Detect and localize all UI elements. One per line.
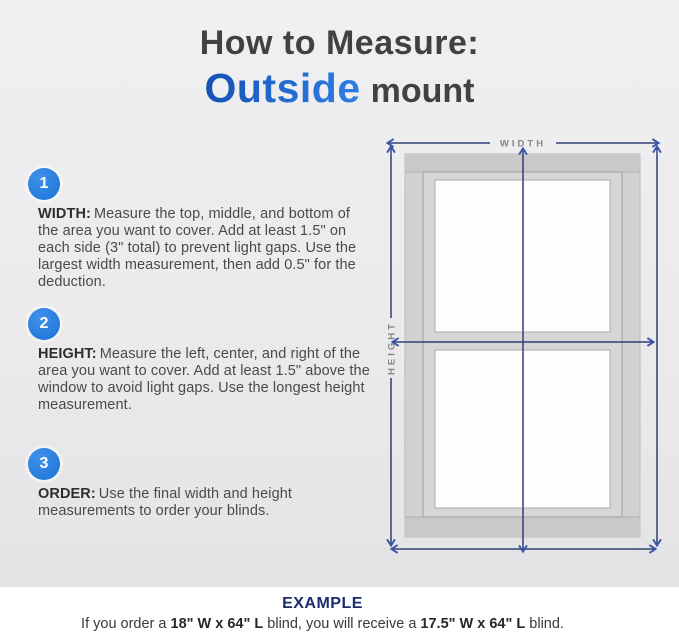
example-prefix: If you order a xyxy=(81,616,171,632)
example-ordered-size: 18" W x 64" L xyxy=(170,616,264,632)
example-sentence xyxy=(0,616,645,632)
step-3-label: ORDER: xyxy=(38,486,96,502)
step-3-body: Use the final width and height measurements to order your blinds. xyxy=(38,486,293,519)
example-middle: blind, you will receive a xyxy=(263,616,421,632)
title-rest: mount xyxy=(370,72,475,110)
step-1-text xyxy=(38,206,372,291)
step-2-text xyxy=(38,346,372,414)
step-2-badge: 2 xyxy=(28,308,60,340)
title-block xyxy=(0,24,679,112)
page-title-line1: How to Measure: xyxy=(199,24,480,62)
example-received-size: 17.5" W x 64" L xyxy=(420,616,526,632)
step-2-body: Measure the left, center, and right of the area you want to cover. Add at least 1.5" above the window to avoid light gaps. Use the longest height measurement. xyxy=(38,346,370,413)
step-1-label: WIDTH: xyxy=(38,206,91,222)
width-label: WIDTH xyxy=(499,138,547,150)
step-1-badge: 1 xyxy=(28,168,60,200)
step-3-badge: 3 xyxy=(28,448,60,480)
step-1-body: Measure the top, middle, and bottom of the area you want to cover. Add at least 1.5" on each side (3" total) to prevent light gaps. Use the largest width measurement, then add 0.5" for the deduction. xyxy=(38,206,357,290)
height-label: HEIGHT xyxy=(386,321,398,375)
example-strip xyxy=(0,587,679,644)
step-3-text xyxy=(38,486,372,520)
step-2-label: HEIGHT: xyxy=(38,346,97,362)
example-suffix: blind. xyxy=(525,616,564,632)
example-heading: EXAMPLE xyxy=(282,595,363,612)
title-highlight: Outside xyxy=(204,65,361,111)
page-title-line2 xyxy=(0,65,679,112)
window-measurement-diagram xyxy=(378,128,668,558)
